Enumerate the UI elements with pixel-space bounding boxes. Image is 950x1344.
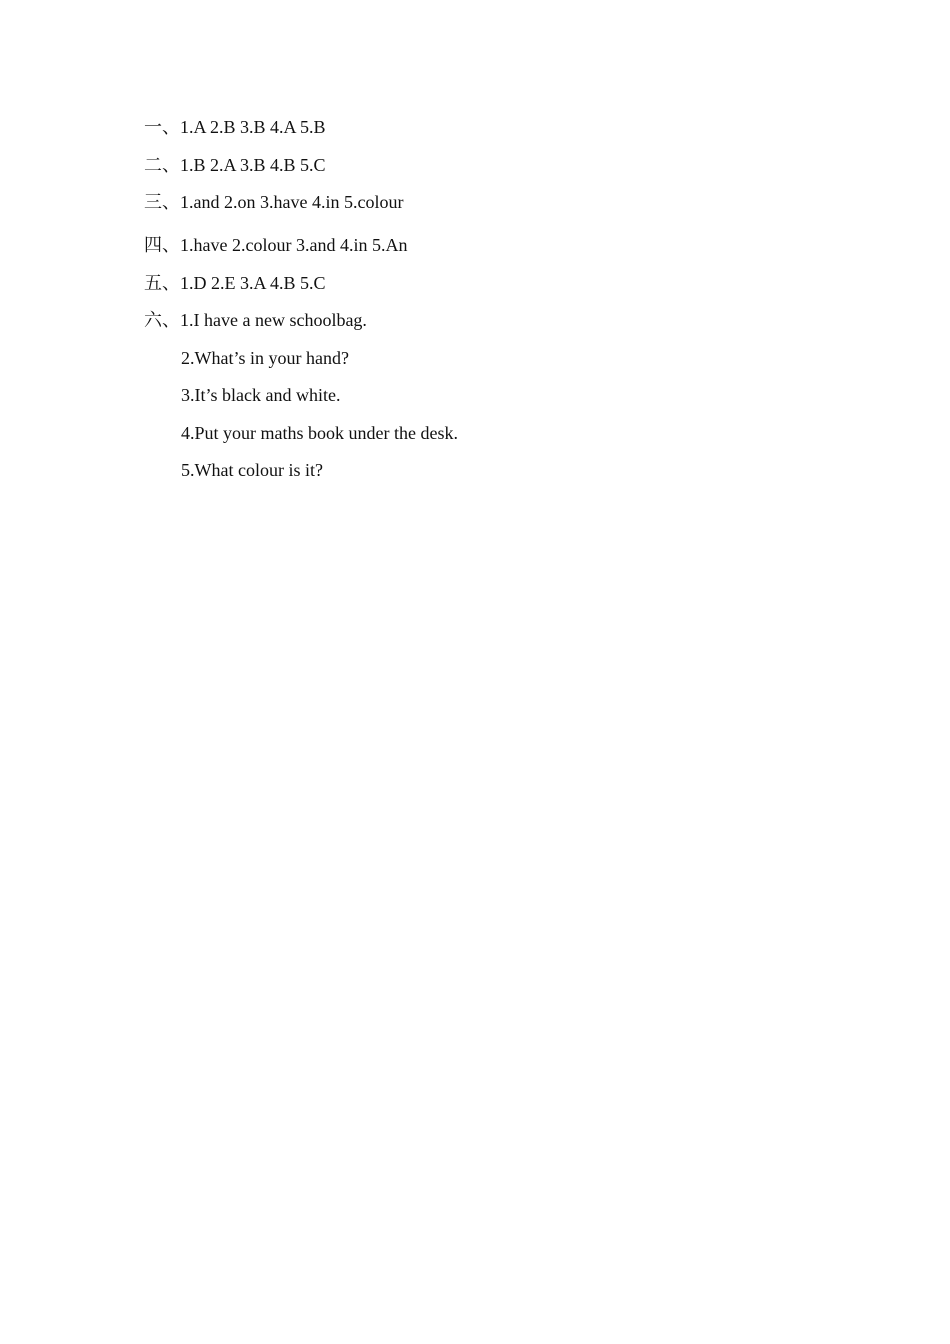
answer-section-3 [144, 190, 844, 214]
answer-section-4 [144, 233, 844, 257]
section-answers: 1.I have a new schoolbag. [180, 310, 367, 330]
section-label: 五、 [144, 272, 180, 293]
section-label: 三、 [144, 192, 180, 212]
answer-section-6-line-2 [144, 346, 844, 370]
section-answers: 1.and 2.on 3.have 4.in 5.colour [180, 192, 404, 212]
sentence-answer: 2.What’s in your hand? [181, 347, 349, 368]
section-answers: 1.D 2.E 3.A 4.B 5.C [180, 272, 326, 293]
answer-key [144, 115, 844, 496]
section-answers: 1.have 2.colour 3.and 4.in 5.An [180, 235, 408, 255]
sentence-answer: 5.What colour is it? [181, 460, 323, 480]
answer-section-6-line-4 [144, 421, 844, 445]
section-label: 六、 [144, 310, 180, 330]
section-label: 四、 [144, 235, 180, 255]
answer-section-6-line-5 [144, 458, 844, 482]
section-answers: 1.B 2.A 3.B 4.B 5.C [180, 154, 326, 175]
answer-section-1 [144, 115, 844, 139]
section-label: 二、 [144, 154, 180, 175]
answer-section-6 [144, 308, 844, 332]
answer-section-2 [144, 153, 844, 177]
section-answers: 1.A 2.B 3.B 4.A 5.B [180, 117, 326, 137]
answer-section-5 [144, 271, 844, 295]
sentence-answer: 3.It’s black and white. [181, 385, 341, 405]
section-label: 一、 [144, 117, 180, 137]
sentence-answer: 4.Put your maths book under the desk. [181, 422, 458, 443]
answer-section-6-line-3 [144, 383, 844, 407]
